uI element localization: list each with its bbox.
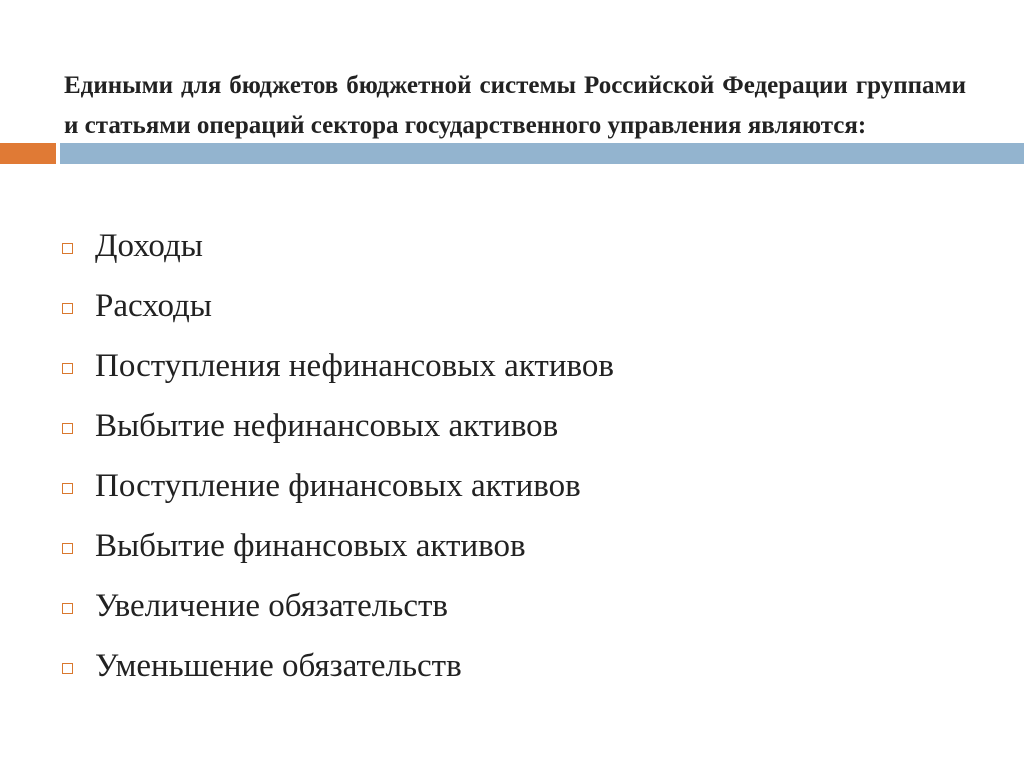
list-item — [62, 276, 614, 336]
hollow-square-icon — [62, 663, 73, 674]
hollow-square-icon — [62, 423, 73, 434]
slide-title: Едиными для бюджетов бюджетной системы Российской Федерации группами и статьями операций сектора государственного управления являются: — [64, 72, 966, 139]
list-item — [62, 516, 614, 576]
accent-bar-orange — [0, 143, 56, 164]
hollow-square-icon — [62, 603, 73, 614]
hollow-square-icon — [62, 243, 73, 254]
list-item — [62, 396, 614, 456]
hollow-square-icon — [62, 543, 73, 554]
list-item-label: Расходы — [95, 288, 212, 324]
list-item-label: Уменьшение обязательств — [95, 648, 462, 684]
hollow-square-icon — [62, 363, 73, 374]
list-item — [62, 576, 614, 636]
list-item-label: Выбытие финансовых активов — [95, 528, 526, 564]
list-item — [62, 216, 614, 276]
list-item — [62, 456, 614, 516]
list-item-label: Поступления нефинансовых активов — [95, 348, 614, 384]
list-item-label: Увеличение обязательств — [95, 588, 448, 624]
list-item-label: Поступление финансовых активов — [95, 468, 581, 504]
list-item-label: Доходы — [95, 228, 203, 264]
hollow-square-icon — [62, 303, 73, 314]
bullet-list — [62, 216, 614, 696]
accent-bar-blue — [60, 143, 1024, 164]
list-item-label: Выбытие нефинансовых активов — [95, 408, 559, 444]
list-item — [62, 336, 614, 396]
hollow-square-icon — [62, 483, 73, 494]
list-item — [62, 636, 614, 696]
